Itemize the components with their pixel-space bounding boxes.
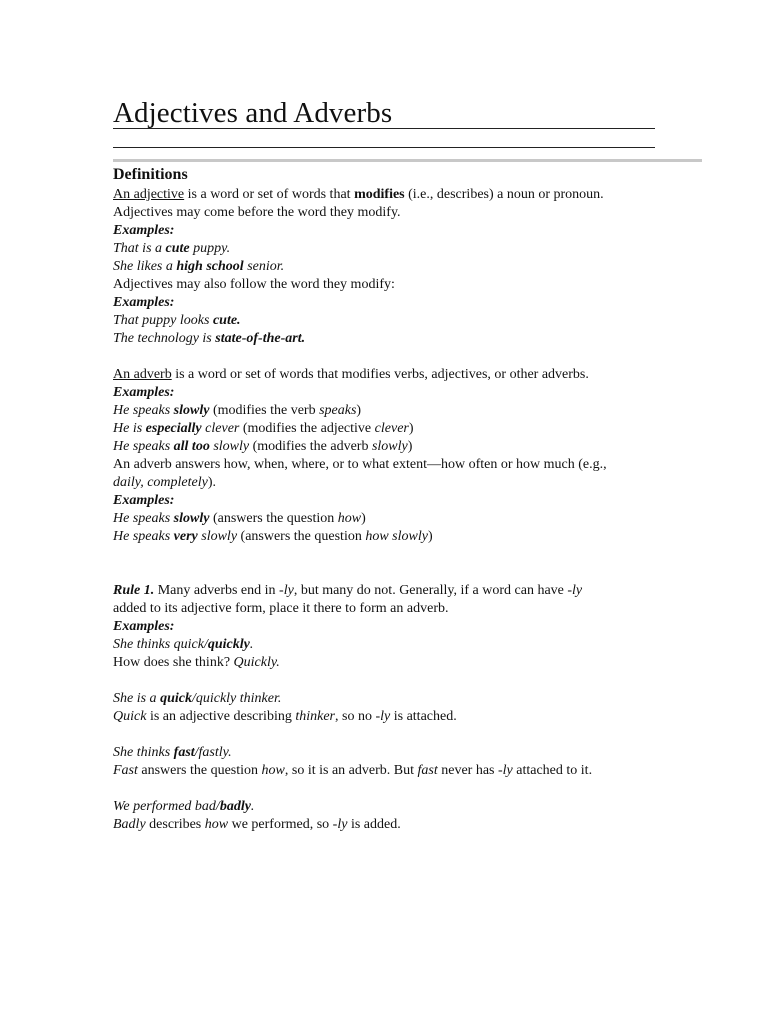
adjective-after-note: Adjectives may also follow the word they modify: <box>113 277 395 292</box>
adverb-example: He speaks all too slowly (modifies the adverb slowly) <box>113 439 413 454</box>
examples-label: Examples: <box>113 223 175 238</box>
header-divider <box>113 159 702 162</box>
adverb-answers-note-cont: daily, completely). <box>113 475 217 490</box>
rule1-explanation: Fast answers the question how, so it is an adverb. But fast never has -ly attached to it. <box>113 763 593 778</box>
adverb-example: He speaks slowly (answers the question how) <box>113 511 366 526</box>
adverb-definition <box>113 366 713 384</box>
adverb-answers-note: An adverb answers how, when, where, or to what extent—how often or how much (e.g., <box>113 457 607 472</box>
rule1-example: She thinks fast/fastly. <box>113 745 232 760</box>
spacer <box>113 672 713 690</box>
adverb-example: He speaks slowly (modifies the verb speaks) <box>113 403 362 418</box>
term-adverb: An adverb <box>113 367 172 382</box>
adverb-example: He is especially clever (modifies the adjective clever) <box>113 421 414 436</box>
adjective-example: The technology is state-of-the-art. <box>113 331 306 346</box>
adjective-definition <box>113 186 713 204</box>
rule1-example: She thinks quick/quickly. <box>113 637 254 652</box>
rule1-example: We performed bad/badly. <box>113 799 255 814</box>
title-rule <box>113 147 655 148</box>
examples-label: Examples: <box>113 619 175 634</box>
examples-label: Examples: <box>113 295 175 310</box>
spacer <box>113 726 713 744</box>
title-underline <box>113 128 655 129</box>
text: (i.e., describes) a noun or pronoun. <box>404 187 604 202</box>
rule1-example: She is a quick/quickly thinker. <box>113 691 282 706</box>
spacer <box>113 546 713 564</box>
spacer <box>113 348 713 366</box>
text: is a word or set of words that modifies verbs, adjectives, or other adverbs. <box>171 367 589 382</box>
rule1-statement-cont: added to its adjective form, place it there to form an adverb. <box>113 601 449 616</box>
page-title: Adjectives and Adverbs <box>113 97 393 129</box>
bold-text: modifies <box>354 187 405 202</box>
text: is a word or set of words that <box>184 187 355 202</box>
adverb-example: He speaks very slowly (answers the question how slowly) <box>113 529 433 544</box>
spacer <box>113 564 713 582</box>
adjective-example: That is a cute puppy. <box>113 241 231 256</box>
adjective-example: She likes a high school senior. <box>113 259 285 274</box>
document-body <box>113 164 713 834</box>
section-heading-definitions: Definitions <box>113 166 188 183</box>
rule1-statement: Rule 1. Many adverbs end in -ly, but many do not. Generally, if a word can have -ly <box>113 583 583 598</box>
rule1-explanation: Quick is an adjective describing thinker, so no -ly is attached. <box>113 709 457 724</box>
spacer <box>113 780 713 798</box>
adjective-example: That puppy looks cute. <box>113 313 241 328</box>
term-adjective: An adjective <box>113 187 185 202</box>
adjective-before-note: Adjectives may come before the word they modify. <box>113 205 401 220</box>
rule1-explanation: How does she think? Quickly. <box>113 655 280 670</box>
rule1-explanation: Badly describes how we performed, so -ly is added. <box>113 817 401 832</box>
examples-label: Examples: <box>113 493 175 508</box>
examples-label: Examples: <box>113 385 175 400</box>
